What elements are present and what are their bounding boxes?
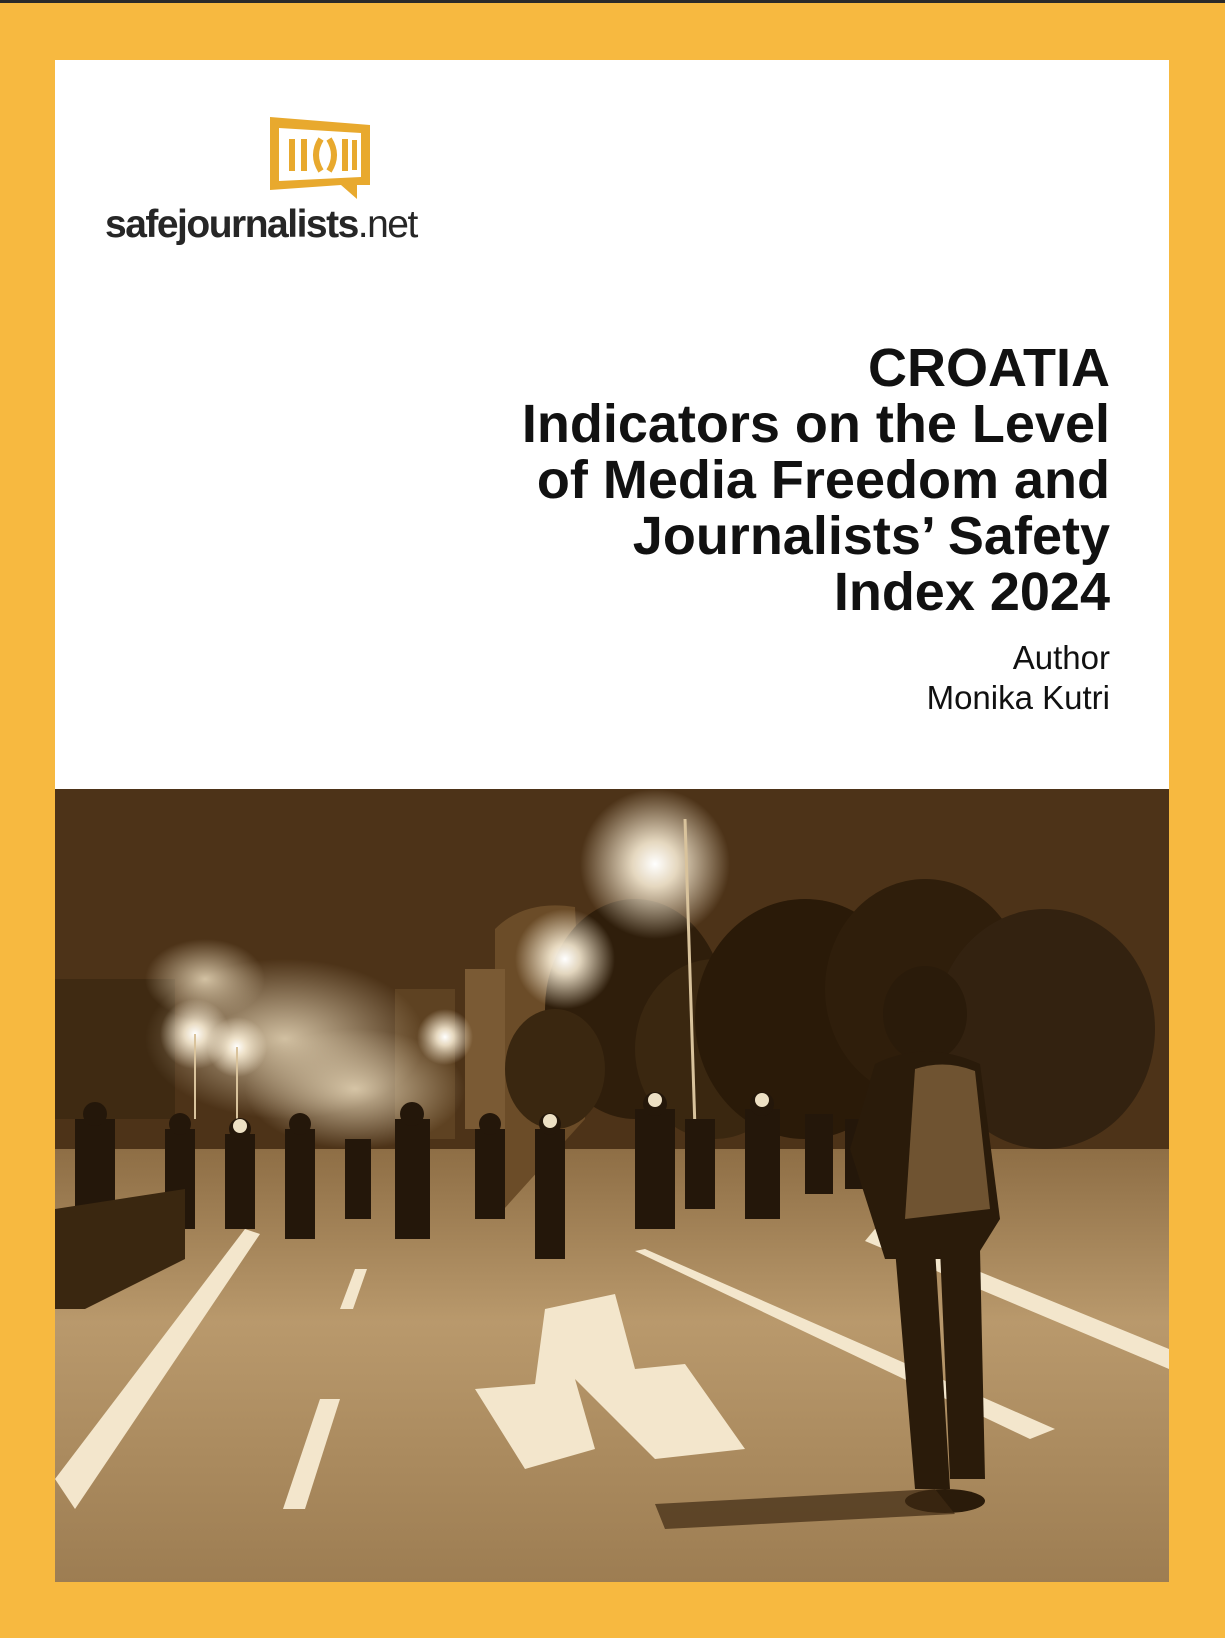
title-line-4: Journalists’ Safety xyxy=(632,506,1110,566)
logo xyxy=(105,115,445,255)
logo-wordmark xyxy=(105,203,417,247)
title-line-2: Indicators on the Level xyxy=(521,394,1110,454)
author-block xyxy=(927,638,1110,718)
author-name: Monika Kutri xyxy=(926,679,1110,716)
logo-mark-icon xyxy=(265,115,375,200)
logo-wordmark-suffix: .net xyxy=(357,203,417,246)
author-label: Author xyxy=(1012,639,1110,676)
protest-photo-illustration xyxy=(55,789,1169,1582)
street-protest-photo xyxy=(55,789,1169,1582)
report-title xyxy=(410,340,1110,620)
cover-page xyxy=(55,60,1169,1582)
top-edge-line xyxy=(0,0,1225,3)
title-line-1: CROATIA xyxy=(868,338,1110,398)
title-line-5: Index 2024 xyxy=(833,562,1110,622)
logo-wordmark-bold: safejournalists xyxy=(105,203,358,246)
title-line-3: of Media Freedom and xyxy=(536,450,1110,510)
